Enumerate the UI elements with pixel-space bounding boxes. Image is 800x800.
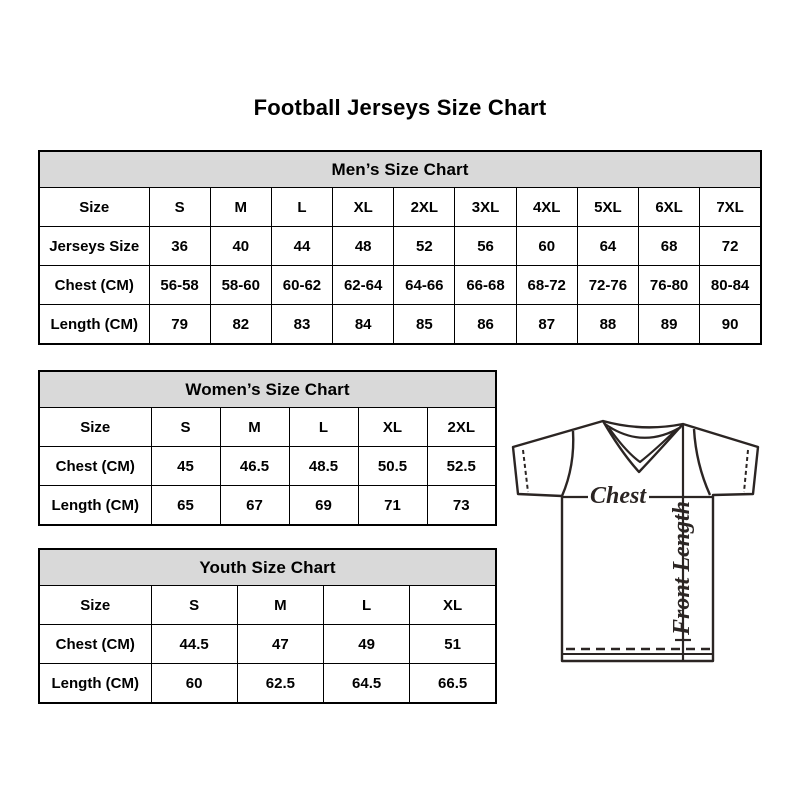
youth-size-chart-title: Youth Size Chart — [39, 549, 496, 586]
table-cell: L — [324, 586, 410, 625]
table-cell: 64 — [577, 227, 638, 266]
table-cell: 67 — [220, 486, 289, 526]
table-cell: 66.5 — [410, 664, 496, 704]
table-cell: 48.5 — [289, 447, 358, 486]
table-cell: 47 — [237, 625, 323, 664]
row-label: Size — [39, 586, 151, 625]
table-cell: M — [210, 188, 271, 227]
table-cell: 62.5 — [237, 664, 323, 704]
chest-label: Chest — [589, 483, 647, 509]
table-cell: 2XL — [427, 408, 496, 447]
table-cell: 62-64 — [333, 266, 394, 305]
table-cell: 60-62 — [271, 266, 332, 305]
table-row — [39, 408, 496, 447]
table-row — [39, 188, 761, 227]
table-header-row — [39, 549, 496, 586]
table-row — [39, 586, 496, 625]
table-cell: 90 — [700, 305, 761, 345]
table-cell: 85 — [394, 305, 455, 345]
womens-size-chart-title: Women’s Size Chart — [39, 371, 496, 408]
table-cell: 44 — [271, 227, 332, 266]
table-cell: 71 — [358, 486, 427, 526]
row-label: Chest (CM) — [39, 447, 151, 486]
row-label: Size — [39, 408, 151, 447]
table-cell: 45 — [151, 447, 220, 486]
table-cell: 56-58 — [149, 266, 210, 305]
row-label: Jerseys Size — [39, 227, 149, 266]
table-row — [39, 447, 496, 486]
table-cell: 64.5 — [324, 664, 410, 704]
table-cell: 83 — [271, 305, 332, 345]
table-cell: 87 — [516, 305, 577, 345]
mens-size-chart-title: Men’s Size Chart — [39, 151, 761, 188]
table-cell: S — [149, 188, 210, 227]
table-cell: 80-84 — [700, 266, 761, 305]
table-cell: 84 — [333, 305, 394, 345]
table-cell: 40 — [210, 227, 271, 266]
table-cell: 76-80 — [639, 266, 700, 305]
table-row — [39, 227, 761, 266]
table-cell: 60 — [516, 227, 577, 266]
table-cell: 69 — [289, 486, 358, 526]
row-label: Chest (CM) — [39, 625, 151, 664]
table-cell: M — [237, 586, 323, 625]
table-cell: 65 — [151, 486, 220, 526]
table-cell: XL — [410, 586, 496, 625]
womens-size-table — [38, 370, 497, 526]
table-cell: M — [220, 408, 289, 447]
table-cell: 44.5 — [151, 625, 237, 664]
table-cell: 4XL — [516, 188, 577, 227]
table-cell: 64-66 — [394, 266, 455, 305]
table-cell: 5XL — [577, 188, 638, 227]
front-length-label: Front Length — [669, 500, 695, 636]
table-cell: 6XL — [639, 188, 700, 227]
table-cell: 56 — [455, 227, 516, 266]
table-cell: 89 — [639, 305, 700, 345]
table-cell: 79 — [149, 305, 210, 345]
mens-size-table — [38, 150, 762, 345]
table-cell: L — [289, 408, 358, 447]
page-title: Football Jerseys Size Chart — [253, 95, 547, 120]
table-cell: 51 — [410, 625, 496, 664]
row-label: Length (CM) — [39, 305, 149, 345]
table-cell: 68 — [639, 227, 700, 266]
table-header-row — [39, 151, 761, 188]
table-cell: S — [151, 408, 220, 447]
table-row — [39, 305, 761, 345]
table-row — [39, 664, 496, 704]
table-cell: S — [151, 586, 237, 625]
table-cell: 73 — [427, 486, 496, 526]
table-cell: 46.5 — [220, 447, 289, 486]
row-label: Length (CM) — [39, 486, 151, 526]
table-cell: 82 — [210, 305, 271, 345]
table-cell: 3XL — [455, 188, 516, 227]
right-cuff-dashed-line — [744, 450, 748, 492]
table-cell: 66-68 — [455, 266, 516, 305]
table-cell: XL — [333, 188, 394, 227]
table-cell: 2XL — [394, 188, 455, 227]
table-cell: 72 — [700, 227, 761, 266]
table-row — [39, 486, 496, 526]
table-cell: 60 — [151, 664, 237, 704]
row-label: Length (CM) — [39, 664, 151, 704]
left-armhole-seam — [562, 431, 573, 496]
table-cell: XL — [358, 408, 427, 447]
table-cell: L — [271, 188, 332, 227]
table-cell: 7XL — [700, 188, 761, 227]
table-cell: 52 — [394, 227, 455, 266]
table-cell: 36 — [149, 227, 210, 266]
jersey-outline — [513, 421, 758, 661]
table-header-row — [39, 371, 496, 408]
right-armhole-seam — [694, 429, 710, 495]
table-row — [39, 625, 496, 664]
row-label: Chest (CM) — [39, 266, 149, 305]
youth-size-table — [38, 548, 497, 704]
table-cell: 58-60 — [210, 266, 271, 305]
table-cell: 48 — [333, 227, 394, 266]
table-cell: 88 — [577, 305, 638, 345]
table-cell: 86 — [455, 305, 516, 345]
table-cell: 52.5 — [427, 447, 496, 486]
table-cell: 49 — [324, 625, 410, 664]
table-cell: 50.5 — [358, 447, 427, 486]
table-cell: 72-76 — [577, 266, 638, 305]
table-cell: 68-72 — [516, 266, 577, 305]
collar-outer-v — [603, 421, 683, 472]
left-cuff-dashed-line — [523, 450, 528, 492]
jersey-diagram — [503, 410, 769, 666]
row-label: Size — [39, 188, 149, 227]
table-row — [39, 266, 761, 305]
